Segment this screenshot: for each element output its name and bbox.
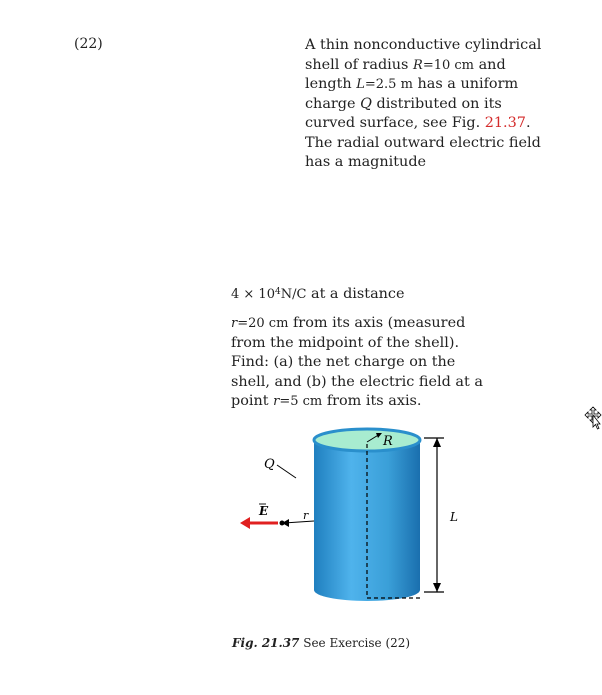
distance-expression (231, 316, 288, 331)
cylinder-figure (232, 420, 472, 610)
height-arrow-bottom (433, 583, 441, 592)
label-Q: Q (264, 457, 275, 472)
charge-symbol: Q (360, 95, 372, 112)
field-unit: N/C (280, 287, 307, 302)
length-symbol: L (356, 77, 365, 92)
problem-paragraph-3 (231, 314, 491, 412)
radius-expression (413, 58, 474, 73)
field-exponent: 4 (274, 287, 281, 297)
cylinder-body (314, 440, 420, 601)
caption-text: See Exercise (22) (303, 636, 411, 650)
field-expression (231, 287, 306, 302)
label-R: R (383, 434, 393, 449)
label-E: E (259, 504, 269, 518)
radius-symbol: R (413, 57, 423, 73)
problem-paragraph-1 (305, 36, 555, 173)
distance2-symbol: r (273, 394, 280, 409)
charge-pointer-line (277, 465, 296, 478)
exercise-number: (22) (74, 36, 103, 52)
figure-reference-link[interactable]: 21.37 (484, 115, 526, 131)
distance-value: =20 cm (237, 316, 289, 331)
para1-text-2: and length (305, 56, 506, 92)
para3-text-2: from its axis. (326, 393, 422, 409)
height-arrow-top (433, 438, 441, 447)
distance2-expression (273, 394, 322, 409)
label-L: L (450, 510, 458, 524)
caption-label: Fig. 21.37 (232, 636, 300, 650)
para1-text-5: . The radial outward electric field has a magnitude (305, 115, 541, 170)
move-cursor-icon (584, 406, 602, 430)
para2-text-1: at a distance (311, 286, 405, 302)
field-point-arrowhead (282, 519, 289, 527)
para1-text-3: has a uniform charge (305, 76, 519, 112)
label-r: r (303, 509, 309, 522)
radius-value: =10 cm (422, 57, 475, 73)
distance-symbol: r (231, 316, 238, 331)
para1-text-4: distributed on its curved surface, see Fig. (305, 95, 502, 131)
length-expression (356, 77, 413, 92)
field-arrowhead (240, 517, 250, 529)
para1-text-1: A thin nonconductive cylindrical shell of radius (305, 37, 542, 73)
length-value: =2.5 m (364, 77, 413, 92)
para3-text-1: from its axis (measured from the midpoint of the shell). Find: (a) the net charge on the shell, and (b) the electric field at a point (231, 315, 483, 409)
figure-caption (232, 636, 410, 650)
distance2-value: =5 cm (279, 394, 323, 409)
field-value: 4 × 10 (231, 287, 275, 302)
problem-paragraph-2 (231, 285, 491, 305)
